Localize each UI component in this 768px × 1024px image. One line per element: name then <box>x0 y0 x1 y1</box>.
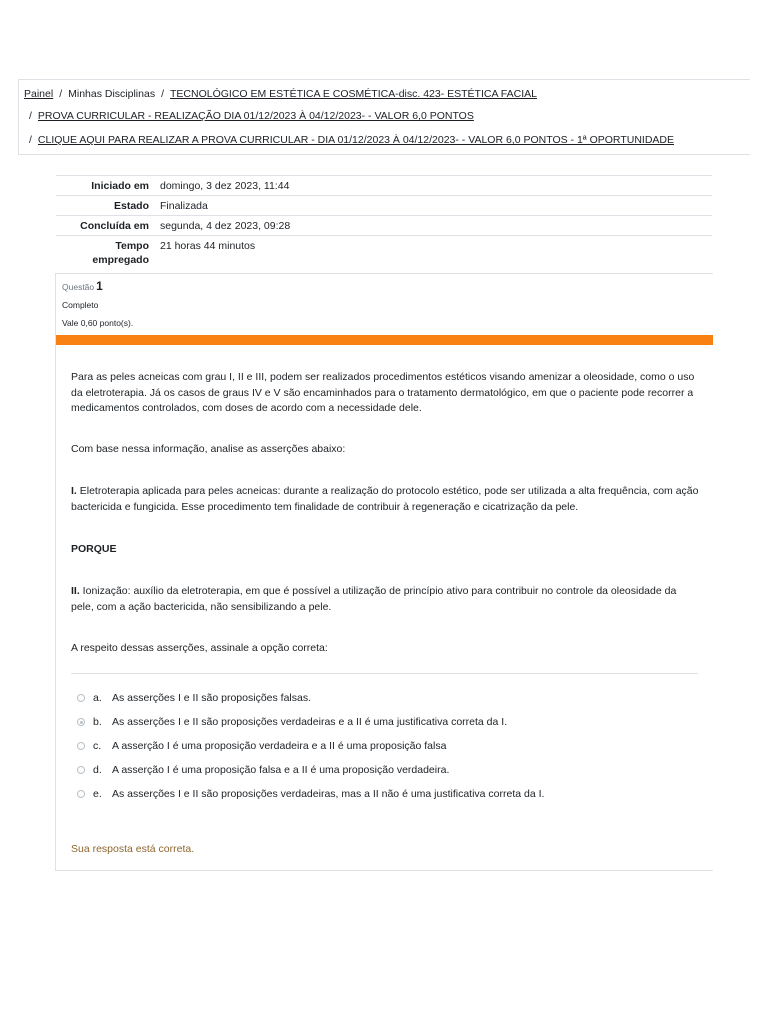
breadcrumb-realizar-link[interactable]: CLIQUE AQUI PARA REALIZAR A PROVA CURRICULAR - DIA 01/12/2023 À 04/12/2023- - VALOR 6,0 PONTOS - 1ª OPORTUNIDADE <box>37 134 674 146</box>
radio-button[interactable] <box>77 790 85 798</box>
answer-text: As asserções I e II são proposições verdadeiras e a II é uma justificativa correta da I. <box>112 716 508 728</box>
breadcrumb-separator: / <box>59 88 63 100</box>
answer-option-d[interactable] <box>77 764 449 776</box>
answer-letter: b. <box>93 716 102 728</box>
answer-option-c[interactable] <box>77 740 446 752</box>
summary-row-tempo <box>56 235 712 269</box>
question-number <box>62 279 103 293</box>
answer-letter: e. <box>93 788 102 800</box>
breadcrumb-minhas-disciplinas: Minhas Disciplinas <box>68 88 156 100</box>
question-card <box>55 273 713 871</box>
breadcrumb <box>18 79 750 155</box>
question-paragraph: Com base nessa informação, analise as asserções abaixo: <box>71 443 346 455</box>
assertion-2 <box>71 584 701 615</box>
answer-text: A asserção I é uma proposição verdadeira e a II é uma proposição falsa <box>112 740 447 752</box>
breadcrumb-line-3 <box>29 134 674 146</box>
summary-label: Iniciado em <box>91 180 149 192</box>
answer-letter: c. <box>93 740 102 752</box>
assertion-text: Eletroterapia aplicada para peles acneicas: durante a realização do protocolo estético, pode ser utilizada a alta frequência, com ação bactericida e fungicida. Esse procedimento tem finalidade de contribuir à regeneração e cicatrização da pele. <box>71 485 699 513</box>
assertion-number: II. <box>71 585 80 597</box>
question-grade: Vale 0,60 ponto(s). <box>62 318 134 328</box>
assertion-text: Ionização: auxílio da eletroterapia, em que é possível a utilização de princípio ativo para contribuir no controle da oleosidade da pele, com a ação bactericida, não sensibilizando a pele. <box>71 585 677 613</box>
answer-divider <box>71 673 698 674</box>
answer-text: As asserções I e II são proposições verdadeiras, mas a II não é uma justificativa correta da I. <box>112 788 545 800</box>
answer-feedback: Sua resposta está correta. <box>71 843 195 855</box>
question-state: Completo <box>62 300 99 310</box>
assertion-number: I. <box>71 485 77 497</box>
answer-option-a[interactable] <box>77 692 311 704</box>
question-number-value: 1 <box>96 279 103 293</box>
summary-label <box>56 239 160 267</box>
breadcrumb-line-2 <box>29 110 474 122</box>
question-accent-bar <box>56 335 713 345</box>
summary-value: domingo, 3 dez 2023, 11:44 <box>160 180 290 192</box>
summary-value: Finalizada <box>160 200 208 212</box>
breadcrumb-painel-link[interactable]: Painel <box>24 88 54 100</box>
answer-text: A asserção I é uma proposição falsa e a II é uma proposição verdadeira. <box>112 764 450 776</box>
question-label: Questão <box>62 282 95 292</box>
summary-value: segunda, 4 dez 2023, 09:28 <box>160 220 291 232</box>
radio-button-selected[interactable] <box>77 718 85 726</box>
radio-button[interactable] <box>77 766 85 774</box>
answer-letter: d. <box>93 764 102 776</box>
assertion-1 <box>71 484 701 515</box>
question-paragraph: Para as peles acneicas com grau I, II e III, podem ser realizados procedimentos estéticos visando amenizar a oleosidade, como o uso da eletroterapia. Já os casos de graus IV e V são encaminhados para o tratamento dermatológico, em que o paciente pode recorrer a medicamentos controlados, com doses de acordo com a necessidade dele. <box>71 371 695 414</box>
breadcrumb-disciplina-link[interactable]: TECNOLÓGICO EM ESTÉTICA E COSMÉTICA-disc. 423- ESTÉTICA FACIAL <box>170 88 537 100</box>
answer-letter: a. <box>93 692 102 704</box>
attempt-summary-table <box>56 175 712 269</box>
summary-label-part: empregado <box>92 254 149 266</box>
summary-label: Estado <box>113 200 149 212</box>
summary-row-concluida <box>56 215 712 235</box>
answer-text: As asserções I e II são proposições falsas. <box>112 692 312 704</box>
answer-option-e[interactable] <box>77 788 544 800</box>
summary-row-estado <box>56 195 712 215</box>
radio-button[interactable] <box>77 694 85 702</box>
summary-row-iniciado <box>56 175 712 195</box>
breadcrumb-separator: / <box>29 134 32 146</box>
summary-label-part: Tempo <box>115 240 149 252</box>
breadcrumb-separator: / <box>29 110 32 122</box>
question-paragraph-porque: PORQUE <box>71 543 117 555</box>
breadcrumb-separator: / <box>161 88 164 100</box>
breadcrumb-prova-link[interactable]: PROVA CURRICULAR - REALIZAÇÃO DIA 01/12/2023 À 04/12/2023- - VALOR 6,0 PONTOS <box>37 110 474 122</box>
breadcrumb-line-1 <box>24 88 537 100</box>
summary-label: Concluída em <box>80 220 149 232</box>
answer-option-b[interactable] <box>77 716 507 728</box>
summary-value: 21 horas 44 minutos <box>160 240 256 252</box>
radio-button[interactable] <box>77 742 85 750</box>
question-prompt: A respeito dessas asserções, assinale a opção correta: <box>71 642 328 654</box>
